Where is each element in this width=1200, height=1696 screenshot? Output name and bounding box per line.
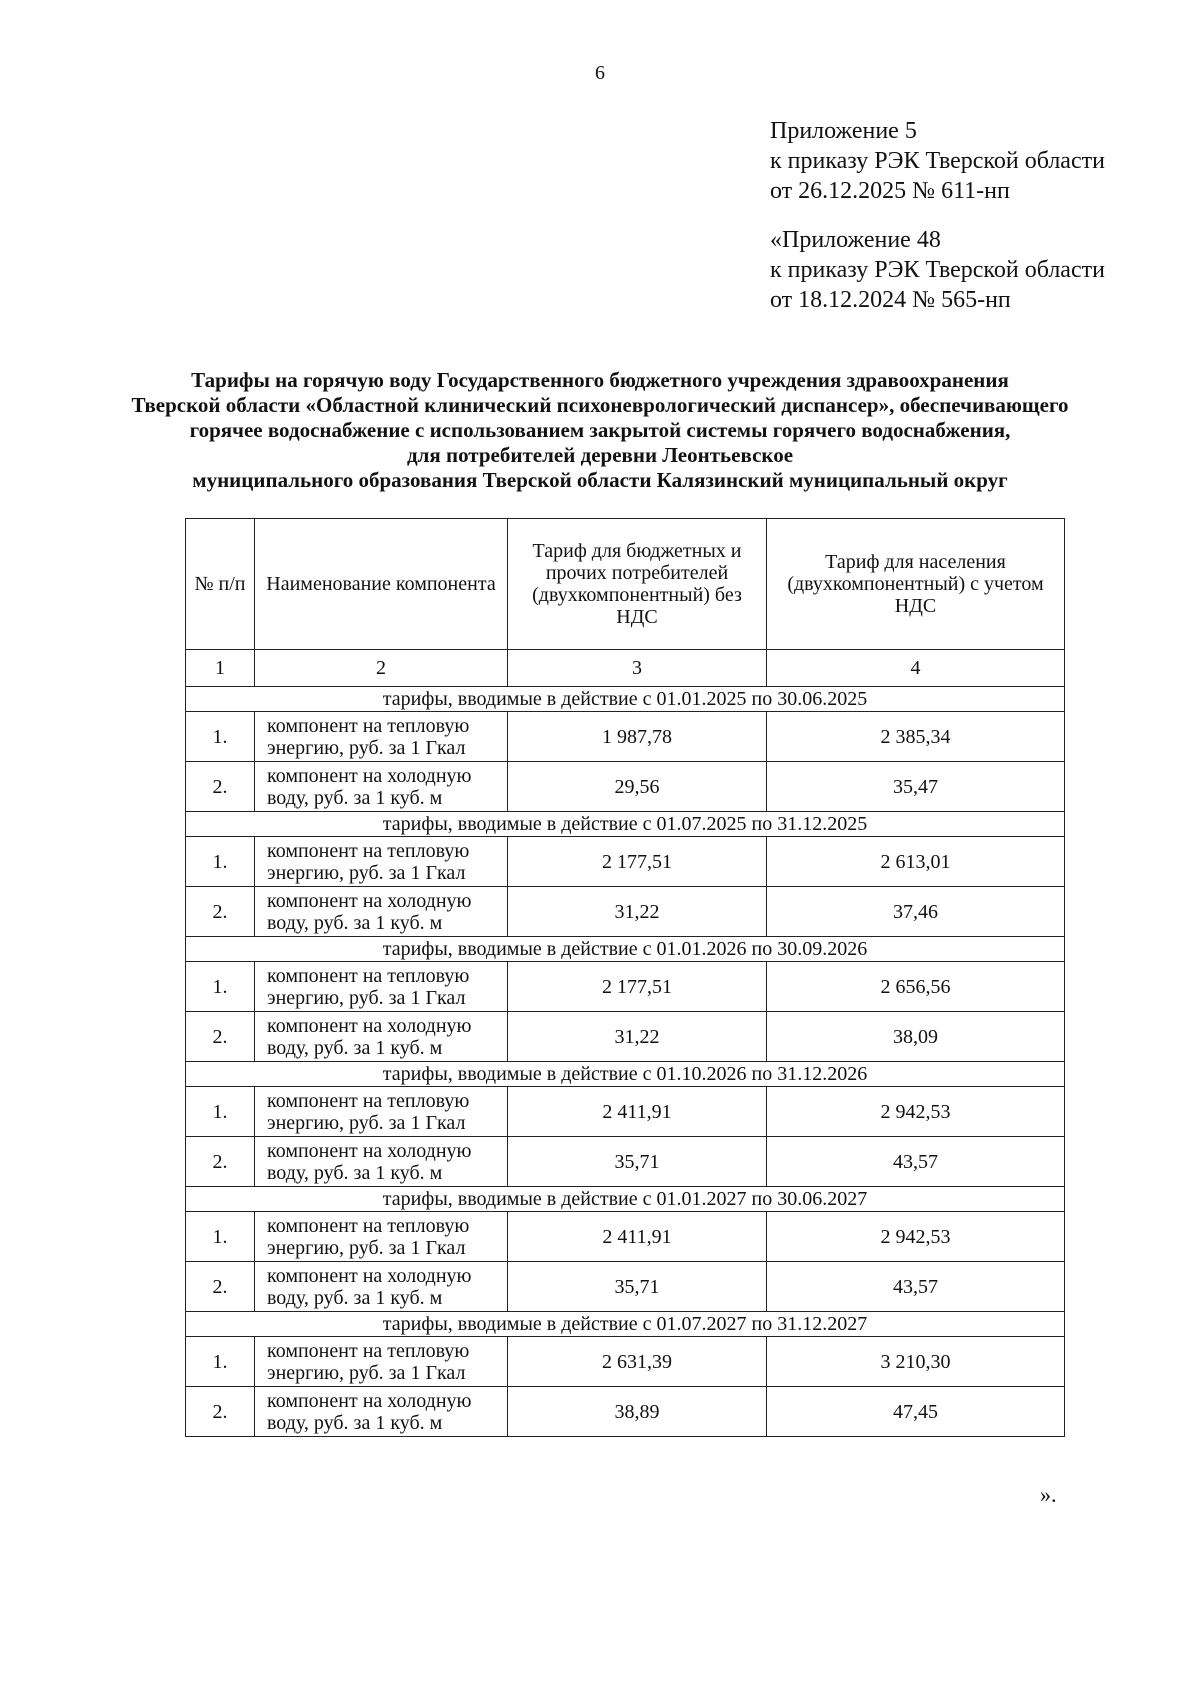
- population-tariff-value: 43,57: [767, 1137, 1065, 1187]
- population-tariff-value: 2 942,53: [767, 1212, 1065, 1262]
- table-row: [186, 837, 1065, 887]
- population-tariff-value: 43,57: [767, 1262, 1065, 1312]
- header-population-tariff: Тариф для населения (двухкомпонентный) с учетом НДС: [767, 519, 1065, 650]
- header-number: № п/п: [186, 519, 255, 650]
- budget-tariff-value: 2 177,51: [508, 837, 767, 887]
- period-row: [186, 1062, 1065, 1087]
- table-row: [186, 762, 1065, 812]
- title-line-1: Тарифы на горячую воду Государственного бюджетного учреждения здравоохранения: [191, 368, 1009, 392]
- appendix-48-line-2: к приказу РЭК Тверской области: [770, 257, 1105, 283]
- component-name: компонент на холодную воду, руб. за 1 куб. м: [255, 887, 508, 937]
- budget-tariff-value: 2 411,91: [508, 1212, 767, 1262]
- population-tariff-value: 47,45: [767, 1387, 1065, 1437]
- period-label: тарифы, вводимые в действие с 01.01.2027 по 30.06.2027: [186, 1187, 1065, 1212]
- budget-tariff-value: 31,22: [508, 1012, 767, 1062]
- component-name: компонент на тепловую энергию, руб. за 1 Гкал: [255, 1087, 508, 1137]
- column-number-row: [186, 650, 1065, 687]
- table-header-row: [186, 519, 1065, 650]
- column-number: 3: [508, 650, 767, 687]
- population-tariff-value: 2 656,56: [767, 962, 1065, 1012]
- component-name: компонент на холодную воду, руб. за 1 куб. м: [255, 1012, 508, 1062]
- period-row: [186, 687, 1065, 712]
- row-number: 1.: [186, 837, 255, 887]
- period-row: [186, 1187, 1065, 1212]
- budget-tariff-value: 2 631,39: [508, 1337, 767, 1387]
- column-number: 4: [767, 650, 1065, 687]
- table-row: [186, 1137, 1065, 1187]
- period-row: [186, 812, 1065, 837]
- table-row: [186, 1387, 1065, 1437]
- closing-quote: ».: [1040, 1482, 1057, 1507]
- period-label: тарифы, вводимые в действие с 01.07.2025 по 31.12.2025: [186, 812, 1065, 837]
- population-tariff-value: 2 942,53: [767, 1087, 1065, 1137]
- table-row: [186, 1087, 1065, 1137]
- table-row: [186, 887, 1065, 937]
- component-name: компонент на холодную воду, руб. за 1 куб. м: [255, 1262, 508, 1312]
- budget-tariff-value: 38,89: [508, 1387, 767, 1437]
- component-name: компонент на холодную воду, руб. за 1 куб. м: [255, 1137, 508, 1187]
- component-name: компонент на тепловую энергию, руб. за 1 Гкал: [255, 712, 508, 762]
- tariff-table: [185, 518, 1065, 1437]
- appendix-48-line-3: от 18.12.2024 № 565-нп: [770, 287, 1011, 313]
- component-name: компонент на тепловую энергию, руб. за 1 Гкал: [255, 962, 508, 1012]
- budget-tariff-value: 35,71: [508, 1137, 767, 1187]
- row-number: 1.: [186, 962, 255, 1012]
- budget-tariff-value: 31,22: [508, 887, 767, 937]
- row-number: 2.: [186, 1262, 255, 1312]
- title-line-2: Тверской области «Областной клинический психоневрологический диспансер», обеспечивающего: [131, 393, 1069, 417]
- appendix-5-line-2: к приказу РЭК Тверской области: [770, 148, 1105, 174]
- population-tariff-value: 3 210,30: [767, 1337, 1065, 1387]
- row-number: 1.: [186, 1212, 255, 1262]
- population-tariff-value: 2 385,34: [767, 712, 1065, 762]
- table-row: [186, 1012, 1065, 1062]
- component-name: компонент на тепловую энергию, руб. за 1 Гкал: [255, 1212, 508, 1262]
- row-number: 2.: [186, 1137, 255, 1187]
- row-number: 2.: [186, 1012, 255, 1062]
- row-number: 2.: [186, 1387, 255, 1437]
- header-component-name: Наименование компонента: [255, 519, 508, 650]
- appendix-48-line-1: «Приложение 48: [770, 227, 941, 253]
- page-number: 6: [595, 62, 605, 84]
- population-tariff-value: 37,46: [767, 887, 1065, 937]
- period-label: тарифы, вводимые в действие с 01.01.2026 по 30.09.2026: [186, 937, 1065, 962]
- population-tariff-value: 2 613,01: [767, 837, 1065, 887]
- budget-tariff-value: 2 177,51: [508, 962, 767, 1012]
- period-row: [186, 937, 1065, 962]
- table-row: [186, 1212, 1065, 1262]
- component-name: компонент на тепловую энергию, руб. за 1 Гкал: [255, 1337, 508, 1387]
- header-budget-tariff: Тариф для бюджетных и прочих потребителей (двухкомпонентный) без НДС: [508, 519, 767, 650]
- period-row: [186, 1312, 1065, 1337]
- period-label: тарифы, вводимые в действие с 01.07.2027 по 31.12.2027: [186, 1312, 1065, 1337]
- table-row: [186, 1337, 1065, 1387]
- column-number: 2: [255, 650, 508, 687]
- appendix-5-line-3: от 26.12.2025 № 611-нп: [770, 178, 1010, 204]
- period-label: тарифы, вводимые в действие с 01.10.2026 по 31.12.2026: [186, 1062, 1065, 1087]
- appendix-5-reference: [770, 116, 1170, 206]
- table-row: [186, 1262, 1065, 1312]
- table-body: [186, 687, 1065, 1437]
- component-name: компонент на тепловую энергию, руб. за 1 Гкал: [255, 837, 508, 887]
- period-label: тарифы, вводимые в действие с 01.01.2025 по 30.06.2025: [186, 687, 1065, 712]
- row-number: 2.: [186, 762, 255, 812]
- row-number: 1.: [186, 1337, 255, 1387]
- row-number: 2.: [186, 887, 255, 937]
- budget-tariff-value: 2 411,91: [508, 1087, 767, 1137]
- appendix-48-reference: [770, 225, 1170, 315]
- appendix-5-line-1: Приложение 5: [770, 118, 917, 144]
- component-name: компонент на холодную воду, руб. за 1 куб. м: [255, 762, 508, 812]
- title-line-3: горячее водоснабжение с использованием закрытой системы горячего водоснабжения,: [189, 418, 1011, 442]
- title-line-4: для потребителей деревни Леонтьевское: [406, 443, 794, 467]
- component-name: компонент на холодную воду, руб. за 1 куб. м: [255, 1387, 508, 1437]
- title-line-5: муниципального образования Тверской области Калязинский муниципальный округ: [192, 468, 1008, 492]
- table-row: [186, 962, 1065, 1012]
- table-row: [186, 712, 1065, 762]
- budget-tariff-value: 29,56: [508, 762, 767, 812]
- column-number: 1: [186, 650, 255, 687]
- row-number: 1.: [186, 1087, 255, 1137]
- budget-tariff-value: 35,71: [508, 1262, 767, 1312]
- population-tariff-value: 38,09: [767, 1012, 1065, 1062]
- population-tariff-value: 35,47: [767, 762, 1065, 812]
- budget-tariff-value: 1 987,78: [508, 712, 767, 762]
- row-number: 1.: [186, 712, 255, 762]
- document-title: [60, 368, 1140, 493]
